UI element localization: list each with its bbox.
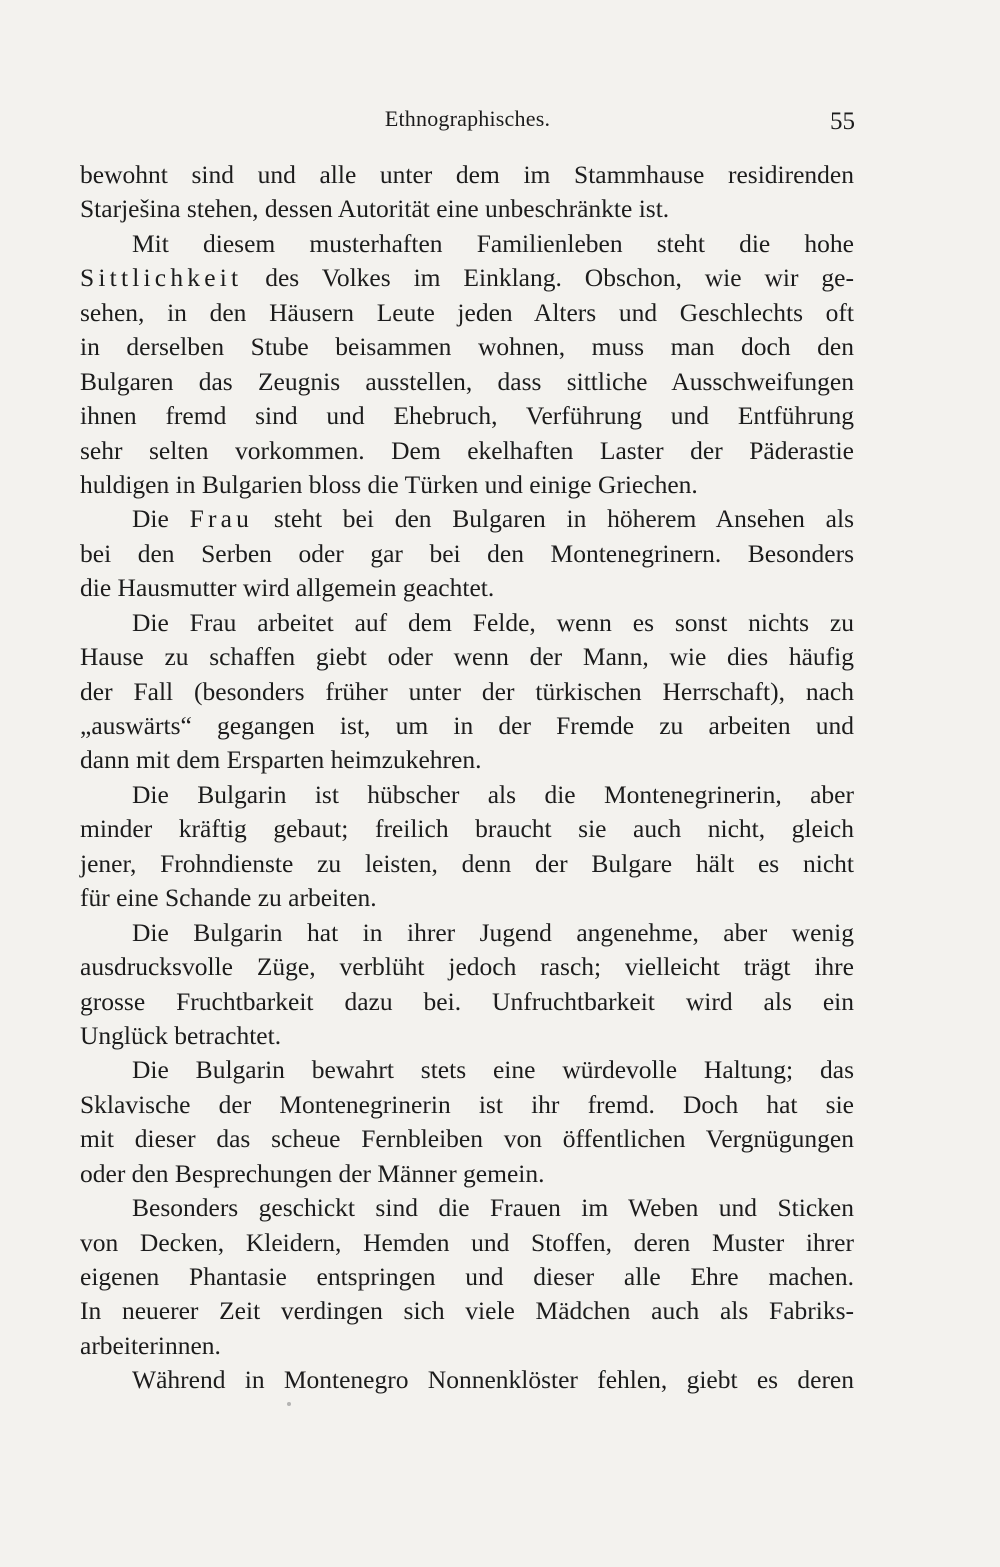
text-line: arbeiterinnen. — [80, 1330, 221, 1360]
emphasized-word: Sittlichkeit — [80, 263, 243, 293]
text-line — [80, 261, 854, 295]
text-line: mit dieser das scheue Fernbleiben von öffentlichen Vergnügungen — [80, 1124, 854, 1154]
text-line: Während in Montenegro Nonnenklöster fehlen, giebt es deren — [132, 1365, 854, 1395]
text-line: grosse Fruchtbarkeit dazu bei. Unfruchtbarkeit wird als ein — [80, 986, 854, 1016]
text-line: In neuerer Zeit verdingen sich viele Mädchen auch als Fabriks- — [80, 1296, 854, 1326]
text-line: jener, Frohndienste zu leisten, denn der Bulgare hält es nicht — [80, 848, 854, 878]
text-line: bei den Serben oder gar bei den Montenegrinern. Besonders — [80, 538, 854, 568]
text-line: Die Bulgarin bewahrt stets eine würdevolle Haltung; das — [132, 1055, 854, 1085]
text-line: Unglück betrachtet. — [80, 1020, 282, 1050]
text-fragment: Die — [132, 504, 190, 534]
text-line: sehen, in den Häusern Leute jeden Alters und Geschlechts oft — [80, 297, 854, 327]
text-line: in derselben Stube beisammen wohnen, muss man doch den — [80, 332, 854, 362]
text-line: „auswärts“ gegangen ist, um in der Fremde zu arbeiten und — [80, 711, 854, 740]
page-header — [80, 104, 855, 140]
text-line: Starješina stehen, dessen Autorität eine unbeschränkte ist. — [80, 194, 670, 224]
text-line: Die Bulgarin ist hübscher als die Montenegrinerin, aber — [132, 779, 854, 809]
text-fragment: steht bei den Bulgaren in höherem Ansehen als — [253, 504, 854, 534]
text-line — [80, 502, 854, 536]
text-line: huldigen in Bulgarien bloss die Türken und einige Griechen. — [80, 469, 698, 499]
text-line: von Decken, Kleidern, Hemden und Stoffen, deren Muster ihrer — [80, 1227, 854, 1257]
ink-speck — [287, 1402, 291, 1406]
body-text — [80, 158, 854, 1398]
text-line: minder kräftig gebaut; freilich braucht sie auch nicht, gleich — [80, 814, 854, 844]
text-line: der Fall (besonders früher unter der türkischen Herrschaft), nach — [80, 676, 854, 706]
text-line: ausdrucksvolle Züge, verblüht jedoch rasch; vielleicht trägt ihre — [80, 952, 854, 982]
text-line: Besonders geschickt sind die Frauen im Weben und Sticken — [132, 1193, 854, 1223]
text-line: Hause zu schaffen giebt oder wenn der Mann, wie dies häufig — [80, 642, 854, 672]
text-line: eigenen Phantasie entspringen und dieser alle Ehre machen. — [80, 1262, 854, 1291]
text-line: ihnen fremd sind und Ehebruch, Verführung und Entführung — [80, 401, 854, 431]
text-line: die Hausmutter wird allgemein geachtet. — [80, 573, 495, 603]
text-line: dann mit dem Ersparten heimzukehren. — [80, 745, 482, 775]
text-line: Bulgaren das Zeugnis ausstellen, dass sittliche Ausschweifungen — [80, 366, 854, 396]
text-fragment: des Volkes im Einklang. Obschon, wie wir ge- — [242, 263, 854, 293]
emphasized-word: Frau — [189, 504, 254, 534]
page-number: 55 — [830, 108, 855, 135]
text-line: Die Frau arbeitet auf dem Felde, wenn es sonst nichts zu — [132, 607, 854, 637]
text-line: oder den Besprechungen der Männer gemein. — [80, 1158, 545, 1188]
text-line: Die Bulgarin hat in ihrer Jugend angenehme, aber wenig — [132, 917, 854, 947]
text-line: bewohnt sind und alle unter dem im Stammhause residirenden — [80, 160, 854, 189]
running-head: Ethnographisches. — [384, 106, 551, 131]
text-line: für eine Schande zu arbeiten. — [80, 883, 377, 913]
text-line: sehr selten vorkommen. Dem ekelhaften Laster der Päderastie — [80, 435, 854, 465]
text-line: Sklavische der Montenegrinerin ist ihr fremd. Doch hat sie — [80, 1089, 854, 1119]
text-line: Mit diesem musterhaften Familienleben steht die hohe — [132, 228, 854, 258]
